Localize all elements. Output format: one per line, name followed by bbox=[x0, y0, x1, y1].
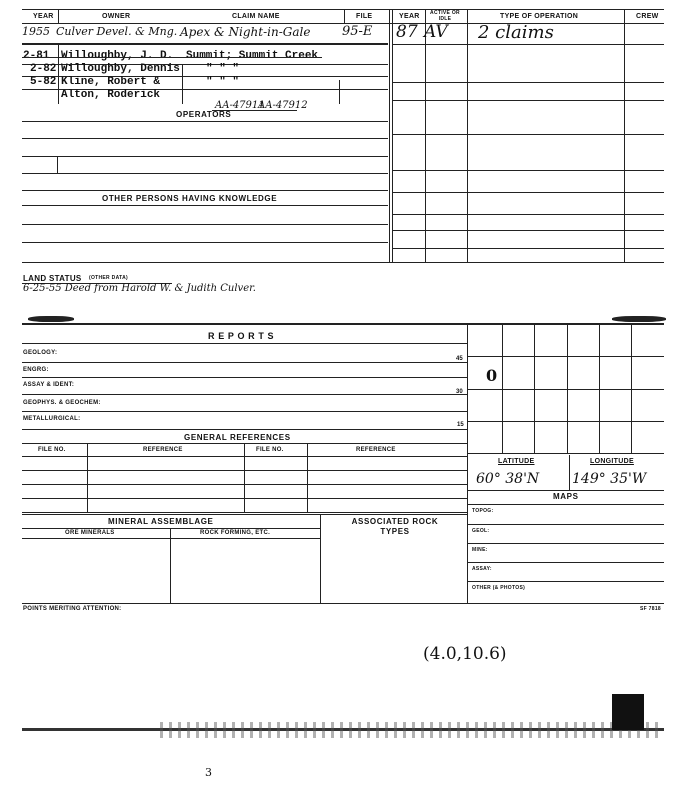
report-line-4 bbox=[22, 411, 468, 412]
typed-owner-1: Willoughby, J. D. bbox=[61, 50, 174, 62]
header-claim-name: CLAIM NAME bbox=[232, 13, 280, 20]
reports-title: R E P O R T S bbox=[208, 331, 275, 341]
operators-line-2 bbox=[22, 156, 388, 157]
general-references-line bbox=[22, 443, 468, 444]
mineral-header-line bbox=[22, 538, 320, 539]
typed-owner-3: Kline, Robert & bbox=[61, 76, 161, 88]
maps-line-1 bbox=[468, 524, 664, 525]
maps-mine: MINE: bbox=[472, 547, 488, 553]
general-references-title: GENERAL REFERENCES bbox=[184, 433, 291, 442]
ref-sep-1 bbox=[87, 443, 88, 513]
claim-col-sep bbox=[182, 64, 183, 104]
report-geophys-label: GEOPHYS. & GEOCHEM: bbox=[23, 400, 101, 406]
scan-dark-block bbox=[612, 694, 644, 730]
report-engrg-label: ENGRG: bbox=[23, 367, 49, 373]
maps-geol: GEOL: bbox=[472, 528, 490, 534]
ref-sep-2 bbox=[244, 443, 245, 513]
report-assay-num: 30 bbox=[456, 389, 463, 395]
ref-row-1 bbox=[22, 470, 468, 471]
longitude-value: 149° 35'W bbox=[572, 471, 647, 487]
bottom-mark: 3 bbox=[205, 766, 212, 779]
land-status-entry: 6-25-55 Deed from Harold W. & Judith Culver. bbox=[23, 283, 256, 294]
longitude-label: LONGITUDE bbox=[590, 458, 634, 465]
row-sep-year bbox=[58, 44, 59, 104]
grid-h-3 bbox=[468, 421, 664, 422]
operators-line-4 bbox=[22, 190, 388, 191]
mineral-rock: ROCK FORMING, ETC. bbox=[200, 530, 271, 536]
maps-line-4 bbox=[468, 581, 664, 582]
claim-col-sep-2 bbox=[339, 80, 340, 104]
ref-header-line bbox=[22, 456, 468, 457]
typed-year-2: 2-82 bbox=[30, 63, 57, 75]
knowledge-line-1 bbox=[22, 224, 388, 225]
scan-smudge-right bbox=[612, 316, 666, 322]
ref-col-reference-1: REFERENCE bbox=[143, 447, 183, 453]
latitude-label: LATITUDE bbox=[498, 458, 535, 465]
right-line-4 bbox=[392, 134, 664, 135]
col-sep-main-2 bbox=[392, 9, 393, 262]
typed-claim-3: " " " bbox=[206, 76, 240, 88]
grid-h-4 bbox=[468, 453, 664, 454]
page-reference: (4.0,10.6) bbox=[423, 644, 507, 664]
header-crew: CREW bbox=[636, 13, 659, 20]
typed-year-3: 5-82 bbox=[30, 76, 57, 88]
report-line-2 bbox=[22, 377, 468, 378]
scan-noise-band bbox=[160, 722, 664, 738]
right-line-6 bbox=[392, 192, 664, 193]
header-type-of-operation: TYPE OF OPERATION bbox=[500, 13, 579, 20]
handwritten-year-2: 87 bbox=[396, 22, 418, 42]
col-sep-main bbox=[389, 9, 390, 262]
location-grid bbox=[468, 324, 664, 454]
right-line-3 bbox=[392, 100, 664, 101]
header-year: YEAR bbox=[33, 13, 54, 20]
typed-owner-2: Willoughby, Dennis bbox=[61, 63, 180, 75]
knowledge-label: OTHER PERSONS HAVING KNOWLEDGE bbox=[102, 194, 278, 203]
right-line-2 bbox=[392, 82, 664, 83]
grid-h-1 bbox=[468, 356, 664, 357]
latlong-underline bbox=[468, 490, 664, 491]
header-file: FILE bbox=[356, 13, 373, 20]
header-owner: OWNER bbox=[102, 13, 131, 20]
grid-h-2 bbox=[468, 389, 664, 390]
typed-claim-2: " " " bbox=[206, 63, 240, 75]
ref-col-file-no-2: FILE NO. bbox=[256, 447, 284, 453]
latlong-sep bbox=[569, 455, 570, 490]
report-line-3 bbox=[22, 394, 468, 395]
maps-title-line bbox=[468, 504, 664, 505]
claim-number-1: AA-47911 bbox=[215, 100, 265, 111]
right-line-1 bbox=[392, 44, 664, 45]
operators-line-3 bbox=[22, 173, 388, 174]
handwritten-type: 2 claims bbox=[478, 22, 554, 43]
grid-location-mark: 0 bbox=[486, 366, 498, 385]
right-line-5 bbox=[392, 170, 664, 171]
report-metallurgical-num: 15 bbox=[457, 422, 464, 428]
mineral-associated: ASSOCIATED ROCK TYPES bbox=[351, 517, 439, 536]
handwritten-claim: Apex & Night-in-Gale bbox=[180, 25, 311, 39]
mineral-ore: ORE MINERALS bbox=[65, 530, 115, 536]
operators-line-1 bbox=[22, 138, 388, 139]
knowledge-line-3 bbox=[22, 262, 664, 263]
latitude-value: 60° 38'N bbox=[476, 471, 540, 487]
claim-number-2: AA-47912 bbox=[258, 100, 308, 111]
mineral-title-line bbox=[22, 528, 320, 529]
col-sep-type bbox=[467, 9, 468, 262]
report-assay-label: ASSAY & IDENT: bbox=[23, 382, 75, 388]
ref-col-reference-2: REFERENCE bbox=[356, 447, 396, 453]
maps-other: OTHER (& PHOTOS) bbox=[472, 585, 526, 591]
typed-year-1: 2-81 bbox=[23, 50, 50, 62]
knowledge-line-0 bbox=[22, 205, 388, 206]
col-sep-active bbox=[425, 9, 426, 262]
operators-label: OPERATORS bbox=[176, 110, 232, 119]
ref-row-3 bbox=[22, 498, 468, 499]
scan-smudge-left bbox=[28, 316, 74, 322]
ref-col-file-no-1: FILE NO. bbox=[38, 447, 66, 453]
col-sep-year bbox=[58, 9, 59, 23]
typed-claim-1: Summit; Summit Creek bbox=[186, 50, 319, 62]
report-metallurgical-label: METALLURGICAL: bbox=[23, 416, 81, 422]
maps-topog: TOPOG: bbox=[472, 508, 494, 514]
land-status-sublabel: (OTHER DATA) bbox=[89, 275, 128, 281]
handwritten-underline bbox=[22, 43, 388, 45]
operators-line-0 bbox=[22, 121, 388, 122]
report-geology-label: GEOLOGY: bbox=[23, 350, 58, 356]
land-status-label: LAND STATUS bbox=[23, 274, 82, 283]
ref-row-2 bbox=[22, 484, 468, 485]
handwritten-active: AV bbox=[424, 22, 448, 42]
handwritten-file: 95-E bbox=[342, 24, 373, 39]
report-line-5 bbox=[22, 429, 468, 430]
strike-row-1 bbox=[22, 57, 322, 58]
ref-sep-3 bbox=[307, 443, 308, 513]
handwritten-owner: Culver Devel. & Mng. bbox=[56, 25, 178, 38]
maps-title: MAPS bbox=[553, 492, 579, 501]
header-year-2: YEAR bbox=[399, 13, 420, 20]
reports-title-line bbox=[22, 343, 468, 344]
right-line-7 bbox=[392, 214, 664, 215]
mineral-title: MINERAL ASSEMBLAGE bbox=[108, 517, 214, 526]
right-line-8 bbox=[392, 230, 664, 231]
right-line-9 bbox=[392, 248, 664, 249]
maps-assay: ASSAY: bbox=[472, 566, 492, 572]
top-border bbox=[22, 9, 664, 10]
points-line bbox=[22, 603, 664, 604]
col-sep-file bbox=[344, 9, 345, 23]
points-label: POINTS MERITING ATTENTION: bbox=[23, 606, 122, 612]
mineral-sep-rock bbox=[170, 528, 171, 603]
col-sep-crew bbox=[624, 9, 625, 262]
maps-line-2 bbox=[468, 543, 664, 544]
handwritten-year: 1955 bbox=[22, 25, 50, 38]
mineral-top-line bbox=[22, 514, 468, 515]
form-number: SF 7818 bbox=[640, 606, 662, 612]
report-geology-num: 45 bbox=[456, 356, 463, 362]
mineral-sep-assoc bbox=[320, 514, 321, 603]
knowledge-line-2 bbox=[22, 242, 388, 243]
ref-row-4 bbox=[22, 512, 468, 513]
report-line-1 bbox=[22, 362, 468, 363]
maps-line-3 bbox=[468, 562, 664, 563]
header-active-idle: ACTIVE OR IDLE bbox=[430, 10, 460, 22]
typed-owner-4: Alton, Roderick bbox=[61, 89, 161, 101]
operators-tick bbox=[57, 156, 58, 173]
